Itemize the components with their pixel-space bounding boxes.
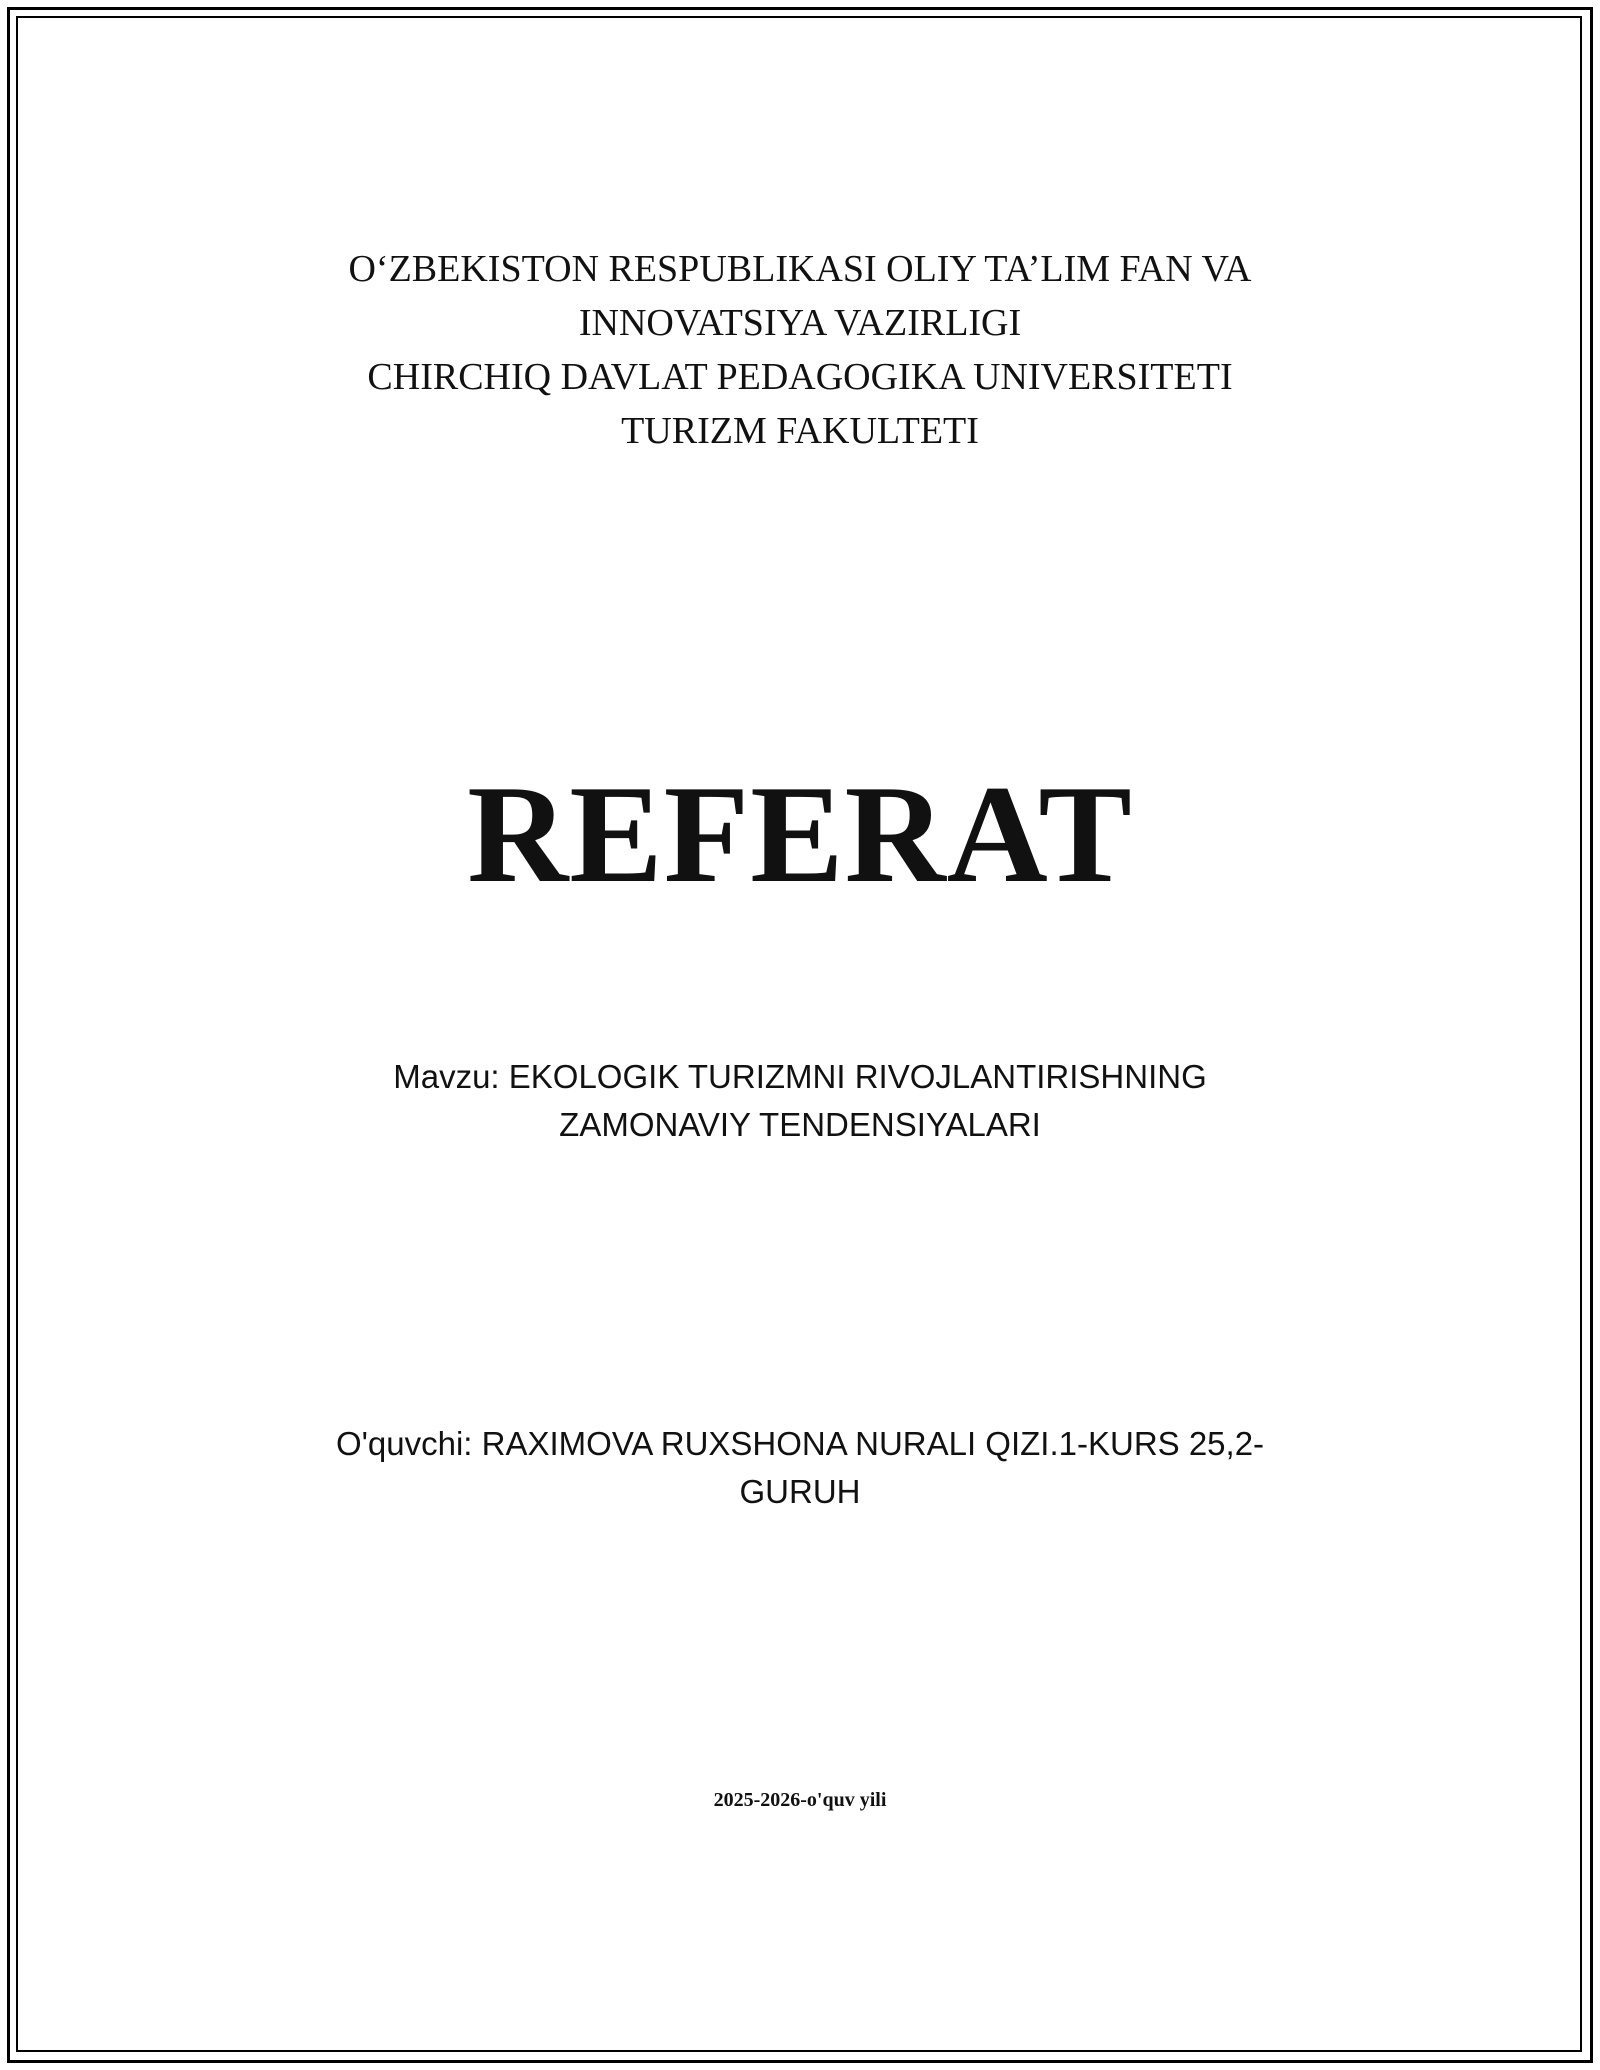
student-line-2: GURUH bbox=[739, 1473, 861, 1510]
topic-block bbox=[0, 1053, 1600, 1149]
topic-line-1: Mavzu: EKOLOGIK TURIZMNI RIVOJLANTIRISHNING bbox=[393, 1058, 1207, 1095]
academic-year: 2025-2026-o'quv yili bbox=[713, 1789, 887, 1811]
header-line-university: CHIRCHIQ DAVLAT PEDAGOGIKA UNIVERSITETI bbox=[367, 356, 1233, 398]
header-line-faculty: TURIZM FAKULTETI bbox=[621, 410, 979, 452]
institution-header bbox=[0, 242, 1600, 458]
header-line-ministry-cont: INNOVATSIYA VAZIRLIGI bbox=[578, 302, 1022, 344]
document-title: REFERAT bbox=[467, 757, 1133, 912]
student-block bbox=[0, 1420, 1600, 1516]
header-line-ministry: O‘ZBEKISTON RESPUBLIKASI OLIY TA’LIM FAN VA bbox=[348, 248, 1252, 290]
topic-line-2: ZAMONAVIY TENDENSIYALARI bbox=[559, 1106, 1041, 1143]
student-line-1: O'quvchi: RAXIMOVA RUXSHONA NURALI QIZI.1-KURS 25,2- bbox=[335, 1425, 1265, 1462]
